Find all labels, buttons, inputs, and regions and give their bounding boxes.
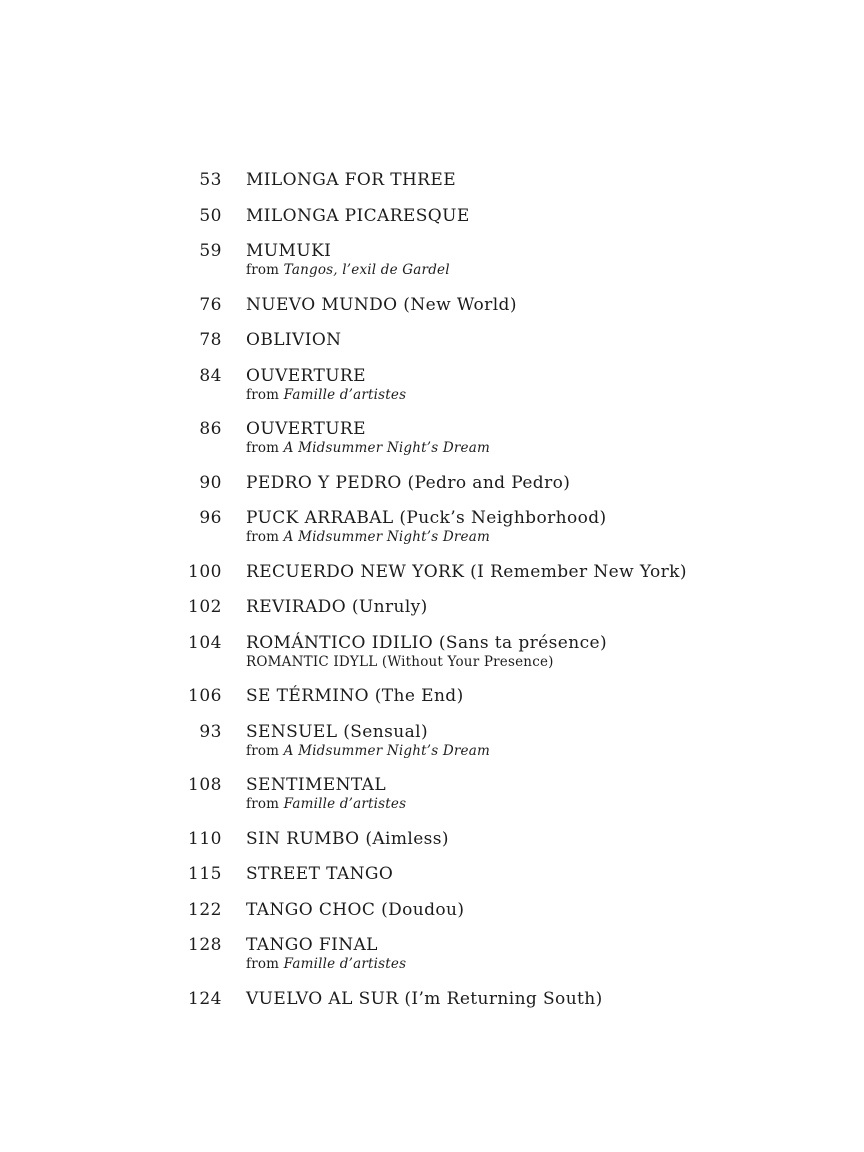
song-title: SENTIMENTAL (246, 775, 387, 795)
entry-text (246, 296, 517, 315)
page-number: 124 (188, 988, 222, 1009)
toc-entry (0, 207, 864, 226)
toc-entry (0, 901, 864, 920)
toc-entry (0, 474, 864, 493)
song-title: PEDRO Y PEDRO (Pedro and Pedro) (246, 472, 571, 493)
page-number: 122 (188, 899, 222, 920)
subtitle-prefix: from (246, 796, 284, 812)
subtitle-source: Famille d’artistes (283, 956, 407, 972)
toc-entry (0, 296, 864, 315)
page-number: 96 (199, 508, 222, 528)
song-subtitle (246, 439, 490, 457)
song-subtitle (246, 955, 406, 973)
song-subtitle (246, 528, 607, 546)
entry-text (246, 936, 406, 973)
entry-text (246, 474, 570, 493)
entry-text (246, 901, 464, 920)
song-title: SENSUEL (Sensual) (246, 721, 428, 742)
song-title: MILONGA FOR THREE (246, 170, 457, 190)
subtitle-source: Famille d’artistes (283, 386, 407, 403)
subtitle-source: A Midsummer Night’s Dream (283, 440, 490, 456)
subtitle-prefix: from (246, 742, 284, 759)
toc-entry (0, 331, 864, 350)
entry-text (246, 865, 393, 884)
song-title: MUMUKI (246, 241, 332, 261)
song-title: REVIRADO (Unruly) (246, 597, 428, 617)
toc-entry (0, 563, 864, 582)
page-number: 104 (188, 632, 222, 653)
subtitle-prefix: from (246, 956, 284, 972)
page-number: 53 (199, 170, 222, 190)
entry-text (246, 331, 341, 350)
song-subtitle (246, 261, 450, 279)
page-number: 128 (188, 935, 222, 955)
entry-text (246, 723, 490, 760)
entry-text (246, 776, 406, 813)
song-title: OUVERTURE (246, 365, 366, 386)
song-title: VUELVO AL SUR (I’m Returning South) (246, 988, 603, 1009)
entry-text (246, 171, 456, 190)
toc-entry (0, 171, 864, 190)
subtitle-source: A Midsummer Night’s Dream (283, 529, 490, 545)
toc-entry (0, 242, 864, 279)
page-number: 100 (188, 561, 222, 582)
page-number: 84 (199, 365, 222, 386)
subtitle-translation: ROMANTIC IDYLL (Without Your Presence) (246, 653, 554, 670)
subtitle-prefix: from (246, 440, 284, 456)
toc-entry (0, 990, 864, 1009)
page-number: 76 (199, 294, 222, 315)
subtitle-source: Famille d’artistes (283, 796, 407, 812)
page-number: 93 (199, 721, 222, 742)
toc-entry (0, 598, 864, 617)
entry-text (246, 598, 428, 617)
song-title: MILONGA PICARESQUE (246, 205, 470, 226)
toc-entry (0, 830, 864, 849)
toc-entry (0, 634, 864, 671)
toc-entry (0, 865, 864, 884)
page-number: 78 (199, 330, 222, 350)
entry-text (246, 367, 406, 404)
song-subtitle (246, 386, 406, 404)
song-subtitle (246, 742, 490, 760)
song-title: OBLIVION (246, 330, 342, 350)
toc-entry (0, 936, 864, 973)
toc-entry (0, 367, 864, 404)
entry-text (246, 634, 607, 671)
song-subtitle (246, 795, 406, 813)
toc-entry (0, 687, 864, 706)
song-title: STREET TANGO (246, 864, 394, 884)
entry-text (246, 687, 464, 706)
toc-entry (0, 420, 864, 457)
entry-text (246, 830, 449, 849)
toc-entry (0, 776, 864, 813)
entry-text (246, 563, 687, 582)
page-number: 108 (188, 775, 222, 795)
song-title: ROMÁNTICO IDILIO (Sans ta présence) (246, 632, 607, 653)
page-number: 102 (188, 597, 222, 617)
entry-text (246, 509, 607, 546)
song-title: TANGO CHOC (Doudou) (246, 899, 465, 920)
subtitle-source: A Midsummer Night’s Dream (283, 742, 490, 759)
song-title: OUVERTURE (246, 419, 366, 439)
page-number: 50 (199, 205, 222, 226)
subtitle-prefix: from (246, 529, 284, 545)
subtitle-source: Tangos, l’exil de Gardel (283, 262, 450, 278)
page-number: 106 (188, 686, 222, 706)
entry-text (246, 990, 603, 1009)
toc-entry (0, 509, 864, 546)
page-number: 115 (188, 864, 222, 884)
entry-text (246, 207, 470, 226)
toc-list (0, 171, 864, 1025)
song-title: SE TÉRMINO (The End) (246, 686, 464, 706)
song-title: SIN RUMBO (Aimless) (246, 828, 449, 849)
song-title: TANGO FINAL (246, 935, 378, 955)
song-title: PUCK ARRABAL (Puck’s Neighborhood) (246, 508, 607, 528)
entry-text (246, 242, 450, 279)
page-number: 110 (188, 828, 222, 849)
page-number: 90 (199, 472, 222, 493)
page-number: 86 (199, 419, 222, 439)
page-number: 59 (199, 241, 222, 261)
subtitle-prefix: from (246, 386, 284, 403)
song-title: NUEVO MUNDO (New World) (246, 294, 517, 315)
subtitle-prefix: from (246, 262, 284, 278)
song-title: RECUERDO NEW YORK (I Remember New York) (246, 561, 687, 582)
entry-text (246, 420, 490, 457)
toc-entry (0, 723, 864, 760)
song-subtitle (246, 653, 607, 671)
